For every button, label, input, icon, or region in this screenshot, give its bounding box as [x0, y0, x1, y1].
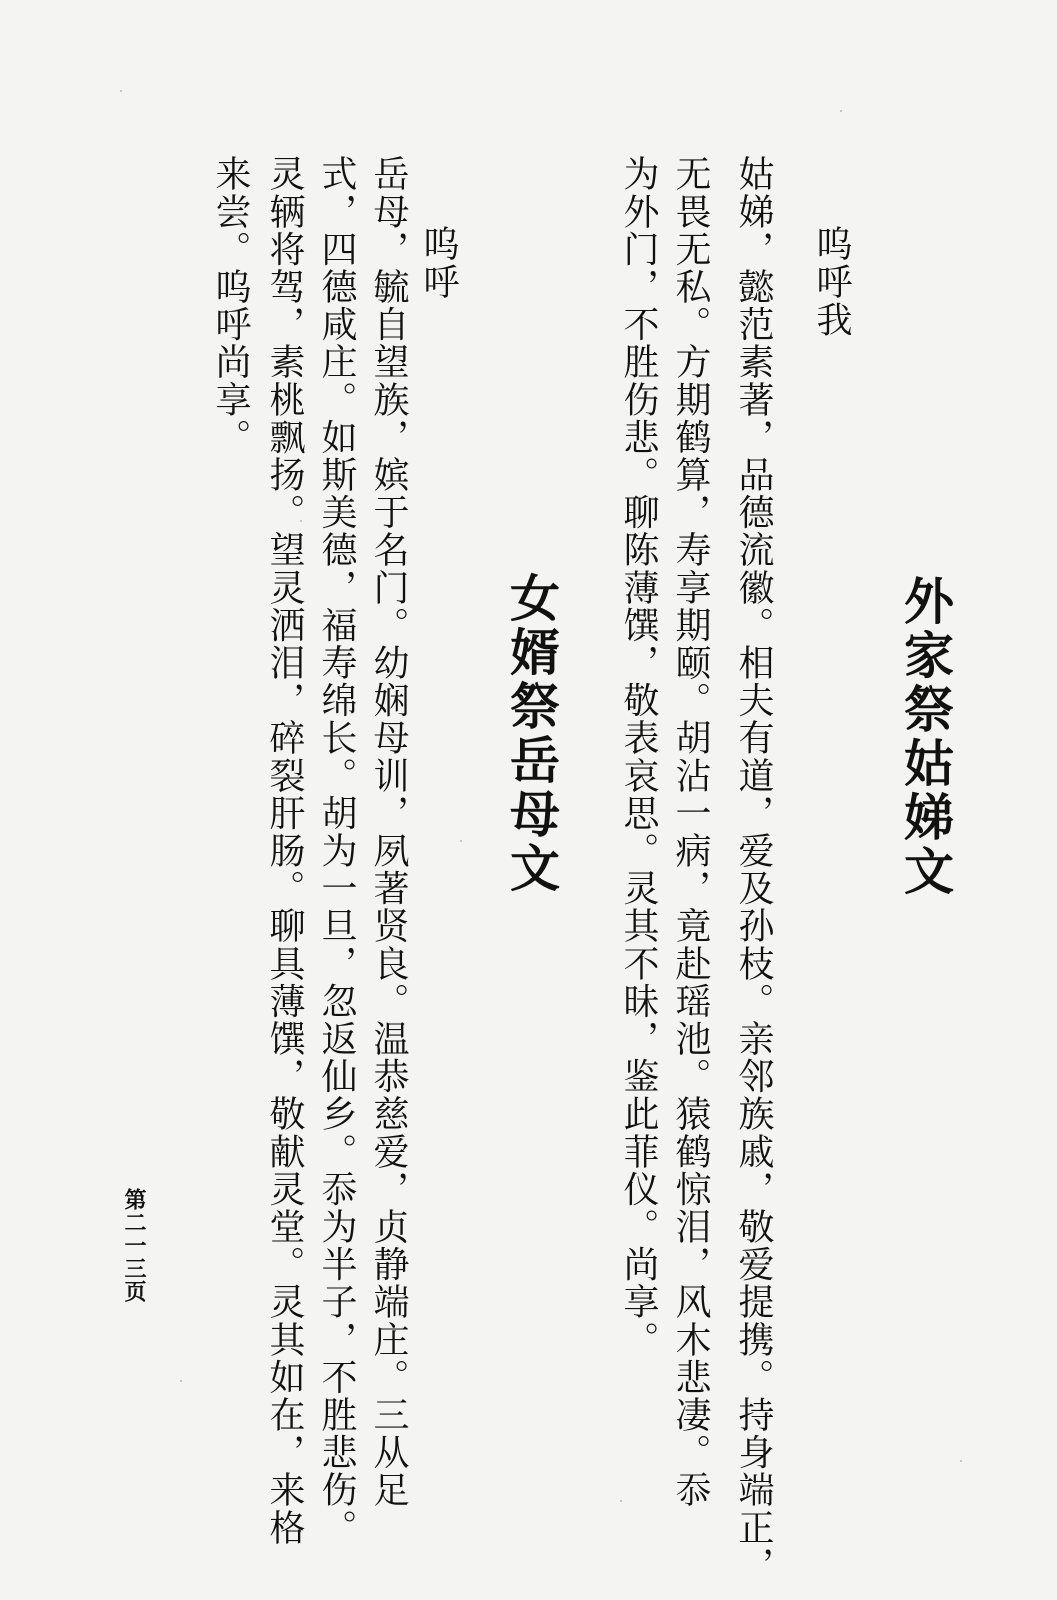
essay1-line-2: 无畏无私。方期鹤算，寿享期颐。胡沾一病，竟赴瑶池。猿鹤惊泪，风木悲凄。忝	[670, 155, 711, 1509]
essay2-line-1: 岳母，毓自望族，嫔于名门。幼娴母训，夙著贤良。温恭慈爱，贞静端庄。三从足	[368, 155, 409, 1509]
essay1-line-1: 姑娣，懿范素著，品德流徽。相夫有道，爱及孙枝。亲邻族戚，敬爱提携。持身端正，	[733, 155, 774, 1584]
essay2-line-2: 式，四德咸庄。如斯美德，福寿绵长。胡为一旦，忽返仙乡。忝为半子，不胜悲伤。	[316, 155, 357, 1547]
scan-speck	[620, 1500, 622, 1502]
scan-speck	[960, 1460, 962, 1462]
page-number: 第二一三页	[121, 1188, 147, 1303]
essay2-title: 女婿祭岳母文	[502, 572, 560, 896]
scan-speck	[840, 110, 842, 112]
essay2-line-4: 来尝。呜呼尚享。	[210, 155, 251, 456]
essay2-salutation: 呜呼	[418, 225, 459, 301]
scan-speck	[460, 840, 462, 842]
essay1-salutation: 呜呼我	[811, 225, 852, 339]
essay1-line-3: 为外门，不胜伤悲。聊陈薄馔，敬表哀思。灵其不昧，鉴此菲仪。尚享。	[618, 155, 659, 1359]
essay2-line-3: 灵辆将驾，素桃飘扬。望灵洒泪，碎裂肝肠。聊具薄馔，敬献灵堂。灵其如在，来格	[264, 155, 305, 1547]
essay1-title: 外家祭姑娣文	[896, 575, 954, 899]
scan-speck	[120, 90, 122, 92]
scan-speck	[180, 1380, 182, 1382]
